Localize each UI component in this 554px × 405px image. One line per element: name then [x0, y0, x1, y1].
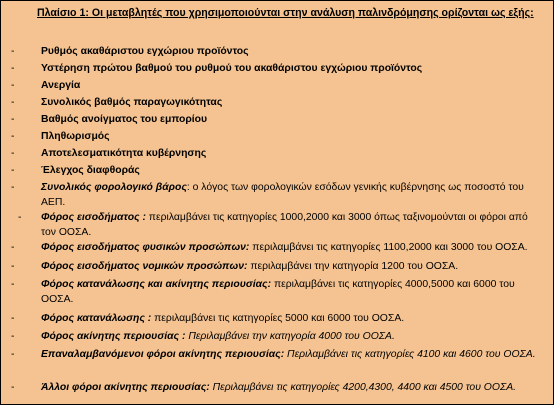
item-term: Έλεγχος διαφθοράς — [41, 165, 140, 176]
item-term: Φόρος κατανάλωσης και ακίνητης περιουσίας: — [41, 279, 272, 290]
bullet-dash: - — [11, 182, 15, 193]
item-term: Επαναλαμβανόμενοι φόροι ακίνητης περιουσίας: — [41, 349, 285, 360]
bullet-dash: - — [11, 63, 15, 74]
item-term: Φόρος εισοδήματος νομικών προσώπων: — [41, 261, 248, 272]
bullet-dash: - — [11, 313, 15, 324]
bullet-dash: - — [11, 261, 15, 272]
item-desc: περιλαμβάνει τις κατηγορίες 4000,5000 και 6000 του ΟΟΣΑ. — [41, 279, 515, 305]
item-desc: περιλαμβάνει τις κατηγορίες 1000,2000 και 3000 όπως ταξινομούνται οι φόροι από τον ΟΟΣΑ. — [41, 212, 528, 238]
bullet-dash: - — [11, 279, 15, 290]
item-term: Άλλοι φόροι ακίνητης περιουσίας: — [41, 382, 210, 393]
bullet-dash: - — [11, 382, 15, 393]
bullet-dash: - — [11, 80, 15, 91]
item-term: Φόρος ακίνητης περιουσίας : — [41, 331, 186, 342]
bullet-dash: - — [11, 148, 15, 159]
item-term: Ρυθμός ακαθάριστου εγχώριου προϊόντος — [41, 46, 249, 57]
bullet-dash: - — [11, 46, 15, 57]
item-term: Αποτελεσματικότητα κυβέρνησης — [41, 148, 207, 159]
item-text — [41, 181, 543, 210]
item-text — [41, 260, 543, 275]
bullet-dash: - — [11, 242, 15, 253]
bullet-dash: - — [11, 349, 15, 360]
item-term: Συνολικός βαθμός παραγωγικότητας — [41, 97, 223, 108]
item-term: Πληθωρισμός — [41, 131, 110, 142]
item-text — [41, 278, 543, 307]
item-term: Φόρος εισοδήματος : — [41, 212, 146, 223]
item-term: Φόρος κατανάλωσης : — [41, 313, 152, 324]
bullet-dash: - — [11, 97, 15, 108]
item-desc: Περιλαμβάνει τις κατηγορίες 4100 και 4600 του ΟΟΣΑ. — [284, 349, 536, 360]
item-term: Βαθμός ανοίγματος του εμπορίου — [41, 114, 208, 125]
item-desc: Περιλαμβάνει τις κατηγορίες 4200,4300, 4400 και 4500 του ΟΟΣΑ. — [209, 382, 517, 393]
item-text — [41, 312, 543, 327]
box-title: Πλαίσιο 1: Οι μεταβλητές που χρησιμοποιούνται στην ανάλυση παλινδρόμησης ορίζονται ως εξής: — [37, 7, 534, 19]
item-text — [41, 241, 543, 256]
bullet-dash: - — [11, 114, 15, 125]
item-desc: Περιλαμβάνει την κατηγορία 4000 του ΟΟΣΑ. — [185, 331, 395, 342]
bullet-dash: - — [11, 131, 15, 142]
item-text — [41, 381, 543, 396]
item-desc: περιλαμβάνει την κατηγορία 1200 του ΟΟΣΑ. — [247, 261, 459, 272]
item-text — [41, 330, 543, 345]
item-term: Φόρος εισοδήματος φυσικών προσώπων: — [41, 242, 250, 253]
item-desc: : ο λόγος των φορολογικών εσόδων γενικής κυβέρνησης ως ποσοστό του ΑΕΠ. — [41, 182, 524, 208]
bullet-dash: - — [11, 331, 15, 342]
item-text — [41, 348, 543, 363]
item-term: Υστέρηση πρώτου βαθμού του ρυθμού του ακαθάριστου εγχώριου προϊόντος — [41, 63, 423, 74]
item-desc: περιλαμβάνει τις κατηγορίες 1100,2000 και 3000 του ΟΟΣΑ. — [249, 242, 528, 253]
item-term: Ανεργία — [41, 80, 81, 91]
item-text — [41, 211, 543, 240]
bullet-dash: - — [18, 212, 22, 223]
item-term: Συνολικός φορολογικό βάρος — [41, 182, 187, 193]
bullet-dash: - — [11, 165, 15, 176]
item-desc: περιλαμβάνει τις κατηγορίες 5000 και 6000 του ΟΟΣΑ. — [151, 313, 405, 324]
